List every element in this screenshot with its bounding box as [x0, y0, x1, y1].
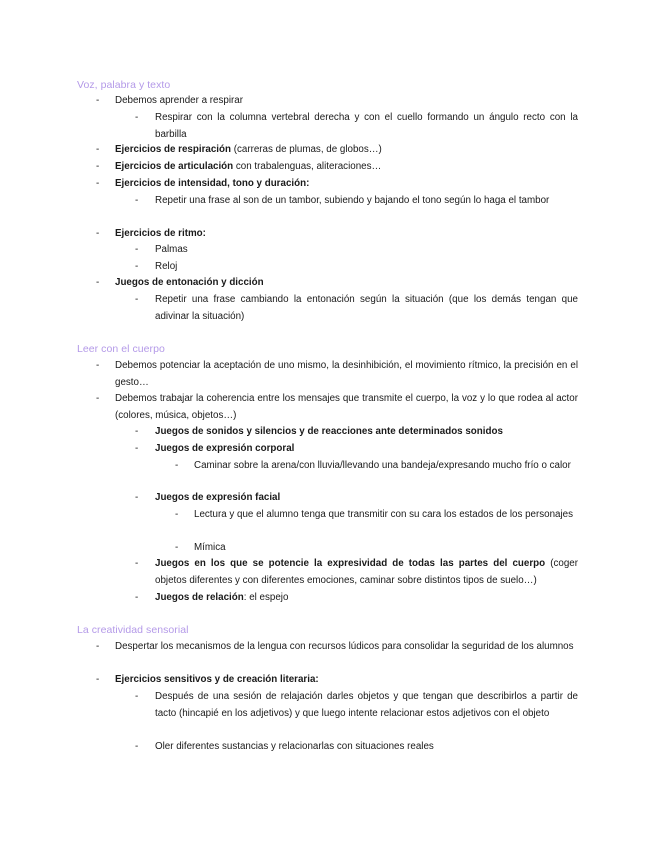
section-heading: Voz, palabra y texto	[77, 79, 171, 91]
section-heading: La creatividad sensorial	[77, 624, 189, 636]
document-page: Voz, palabra y texto - Debemos aprender a respirar - Respirar con la columna vertebral derecha y con el cuello formando un ángulo recto con la barbilla - Ejercicios de respiración (carreras de plumas, de globos…) - Ejercicios de articulación con trabalenguas, aliteraciones… - Ejercicios de intensidad, tono y duración: - Repetir una frase al son de un tambor, subiendo y bajando el tono según lo haga el tambor - Ejercicios de ritmo: - Palmas - Reloj - Juegos de entonación y dicción - Repetir una frase cambiando la entonación según la situación (que los demás tengan que adivinar la situación) Leer con el cuerpo - Debemos potenciar la aceptación de uno mismo, la desinhibición, el movimiento rítmico, la precisión en el gesto… - Debemos trabajar la coherencia entre los mensajes que transmite el cuerpo, la voz y lo que rodea al actor (colores, música, objetos…) - Juegos de sonidos y silencios y de reacciones ante determinados sonidos - Juegos de expresión corporal - Caminar sobre la arena/con lluvia/llevando una bandeja/expresando mucho frío o calor - Juegos de expresión facial - Lectura y que el alumno tenga que transmitir con su cara los estados de los personajes - Mímica - Juegos en los que se potencie la expresividad de todas las partes del cuerpo (coger objetos diferentes y con diferentes emociones, caminar sobre distintos tipos de suelo…) - Juegos de relación: el espejo La creatividad sensorial - Despertar los mecanismos de la lengua con recursos lúdicos para consolidar la seguridad de los alumnos - Ejercicios sensitivos y de creación literaria: - Después de una sesión de relajación darles objetos y que tengan que describirlos a partir de tacto (hincapié en los adjetivos) y que luego intente relacionar estos adjetivos con el objeto - Oler diferentes sustancias y relacionarlas con situaciones reales	[77, 79, 578, 752]
section-heading: Leer con el cuerpo	[77, 343, 165, 355]
